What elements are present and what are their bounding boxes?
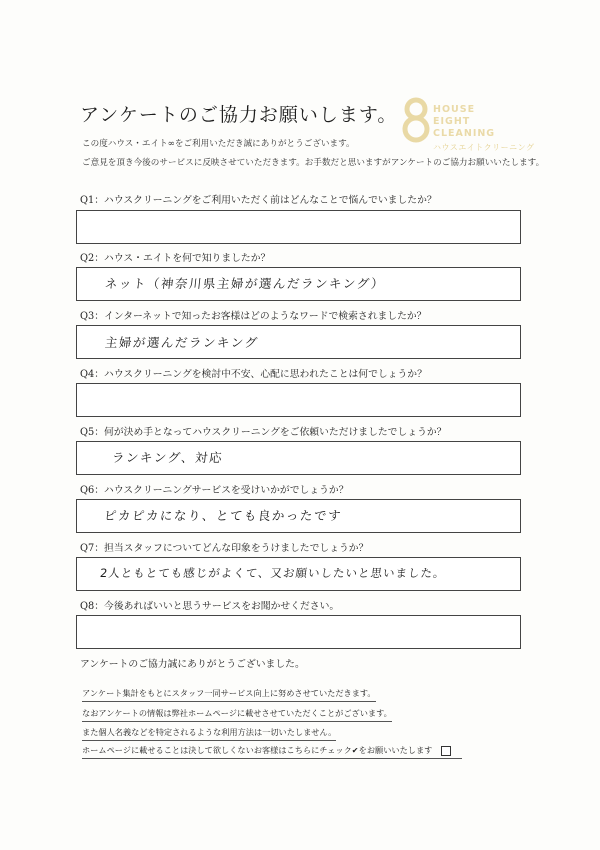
question-1-label: Q1：ハウスクリーニングをご利用いただく前はどんなことで悩んでいましたか？ (80, 195, 437, 206)
logo-line-3: CLEANING (433, 128, 496, 139)
company-logo (400, 96, 535, 162)
question-1-answer-box[interactable] (76, 210, 521, 244)
question-6-label: Q6：ハウスクリーニングサービスを受けいかがでしょうか？ (80, 485, 349, 496)
question-6-answer: ピカピカになり、とても良かったです (103, 508, 343, 523)
logo-line-1: HOUSE (433, 104, 476, 115)
question-2-answer: ネット（神奈川県主婦が選んだランキング） (104, 276, 386, 291)
question-4-label: Q4：ハウスクリーニングを検討中不安、心配に思われたことは何でしょうか？ (80, 369, 427, 380)
footer-note-2: なおアンケートの情報は弊社ホームページに載せさせていただくことがございます。 (82, 708, 392, 722)
logo-line-2: EIGHT (433, 116, 471, 127)
question-8-answer-box[interactable] (76, 615, 521, 649)
question-3-answer: 主婦が選んだランキング (104, 335, 260, 350)
footer-note-3: また個人名義などを特定されるような利用方法は一切いたしません。 (82, 727, 336, 741)
intro-line-2: ご意見を頂き今後のサービスに反映させていただきます。お手数だと思いますがアンケートのご協力お願いいたします。 (82, 158, 545, 168)
page-title: アンケートのご協力お願いします。 (80, 104, 398, 126)
question-8-label: Q8：今後あればいいと思うサービスをお聞かせください。 (80, 601, 340, 612)
eight-icon (400, 96, 434, 144)
question-2-label: Q2：ハウス・エイトを何で知りましたか？ (80, 253, 271, 264)
logo-subtitle: ハウスエイトクリーニング (433, 143, 535, 152)
question-5-label: Q5：何が決め手となってハウスクリーニングをご依頼いただけましたでしょうか？ (80, 427, 447, 438)
thanks-text: アンケートのご協力誠にありがとうございました。 (80, 659, 305, 670)
question-3-label: Q3：インターネットで知ったお客様はどのようなワードで検索されましたか？ (80, 311, 427, 322)
footer-note-4: ホームページに載せることは決して欲しくないお客様はこちらにチェック✔をお願いいたします (82, 745, 462, 759)
question-7-label: Q7：担当スタッフについてどんな印象をうけましたでしょうか？ (80, 543, 369, 554)
intro-line-1: この度ハウス・エイト∞をご利用いただき誠にありがとうございます。 (82, 139, 355, 149)
question-7-answer: 2人ともとても感じがよくて、又お願いしたいと思いました。 (99, 566, 447, 580)
question-5-answer: ランキング、対応 (111, 450, 224, 465)
website-optout-checkbox[interactable] (441, 746, 451, 756)
question-4-answer-box[interactable] (76, 383, 521, 417)
footer-note-1: アンケート集計をもとにスタッフ一同サービス向上に努めさせていただきます。 (82, 688, 376, 702)
